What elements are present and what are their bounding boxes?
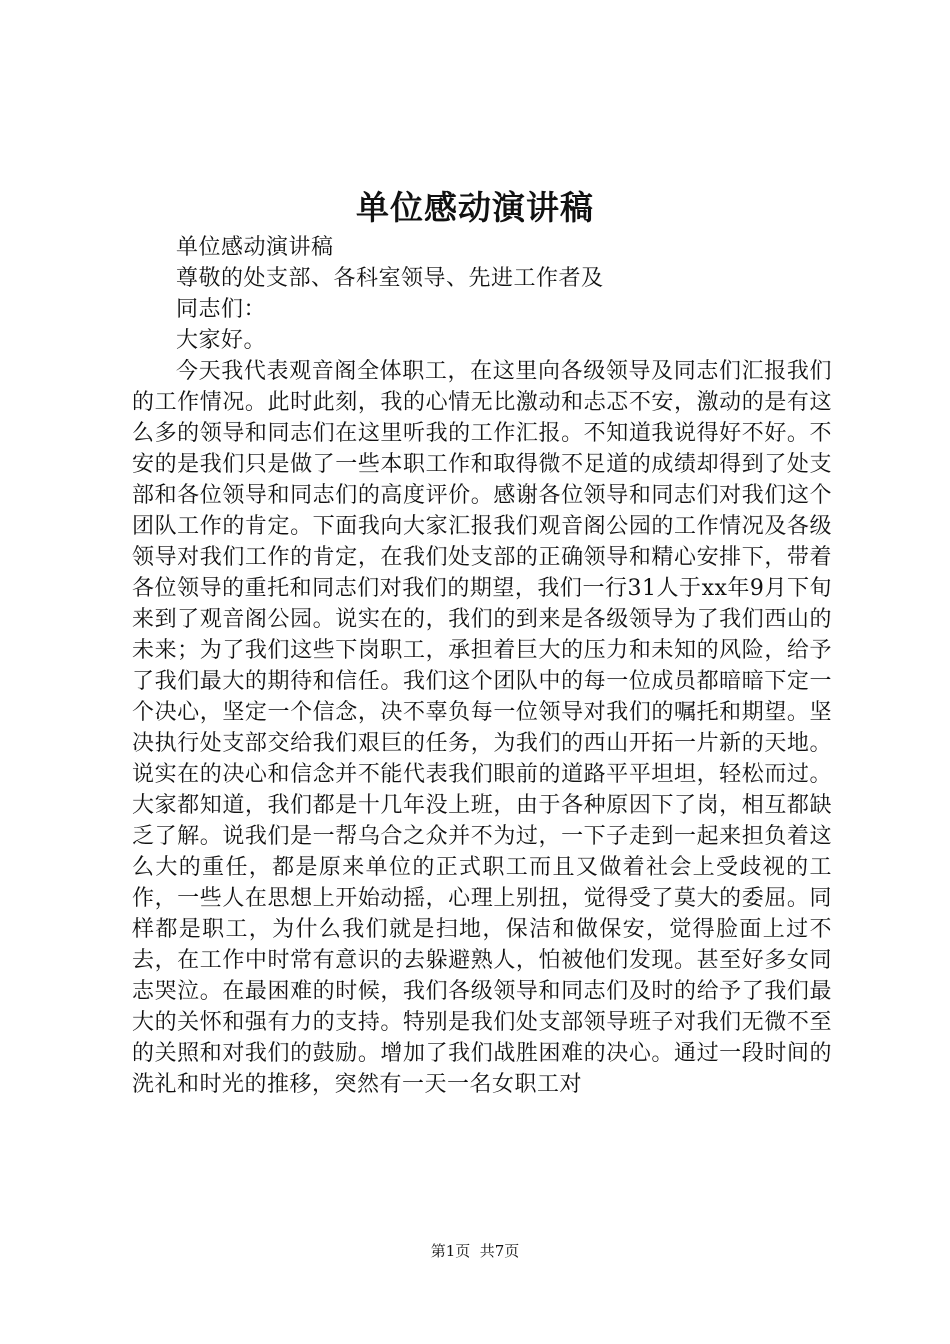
paragraph-subtitle: 单位感动演讲稿 (176, 235, 334, 260)
paragraph-main: 今天我代表观音阁全体职工，在这里向各级领导及同志们汇报我们的工作情况。此时此刻，我的心情无比激动和忐忑不安，激动的是有这么多的领导和同志们在这里听我的工作汇报。不知道我说得好不好。不安的是我们只是做了一些本职工作和取得微不足道的成绩却得到了处支部和各位领导和同志们的高度评价。感谢各位领导和同志们对我们这个团队工作的肯定。下面我向大家汇报我们观音阁公园的工作情况及各级领导对我们工作的肯定，在我们处支部的正确领导和精心安排下，带着各位领导的重托和同志们对我们的期望，我们一行31人于xx年9月下旬来到了观音阁公园。说实在的，我们的到来是各级领导为了我们西山的未来；为了我们这些下岗职工，承担着巨大的压力和未知的风险，给予了我们最大的期待和信任。我们这个团队中的每一位成员都暗暗下定一个决心，坚定一个信念，决不辜负每一位领导对我们的嘱托和期望。坚决执行处支部交给我们艰巨的任务，为我们的西山开拓一片新的天地。说实在的决心和信念并不能代表我们眼前的道路平平坦坦，轻松而过。大家都知道，我们都是十几年没上班，由于各种原因下了岗，相互都缺乏了解。说我们是一帮乌合之众并不为过，一下子走到一起来担负着这么大的重任，都是原来单位的正式职工而且又做着社会上受歧视的工作，一些人在思想上开始动摇，心理上别扭，觉得受了莫大的委屈。同样都是职工，为什么我们就是扫地，保洁和做保安，觉得脸面上过不去，在工作中时常有意识的去躲避熟人，怕被他们发现。甚至好多女同志哭泣。在最困难的时候，我们各级领导和同志们及时的给予了我们最大的关怀和强有力的支持。特别是我们处支部领导班子对我们无微不至的关照和对我们的鼓励。增加了我们战胜困难的决心。通过一段时间的洗礼和时光的推移，突然有一天一名女职工对 (132, 359, 832, 1097)
page-footer (0, 1240, 950, 1262)
paragraph-salutation: 尊敬的处支部、各科室领导、先进工作者及 (176, 266, 604, 291)
document-title: 单位感动演讲稿 (356, 188, 594, 227)
page-number-label: 第1页 共7页 (430, 1242, 520, 1260)
document-body (132, 232, 832, 1100)
paragraph-greeting: 大家好。 (176, 328, 267, 353)
paragraph-salutation-continued: 同志们： (176, 297, 267, 322)
